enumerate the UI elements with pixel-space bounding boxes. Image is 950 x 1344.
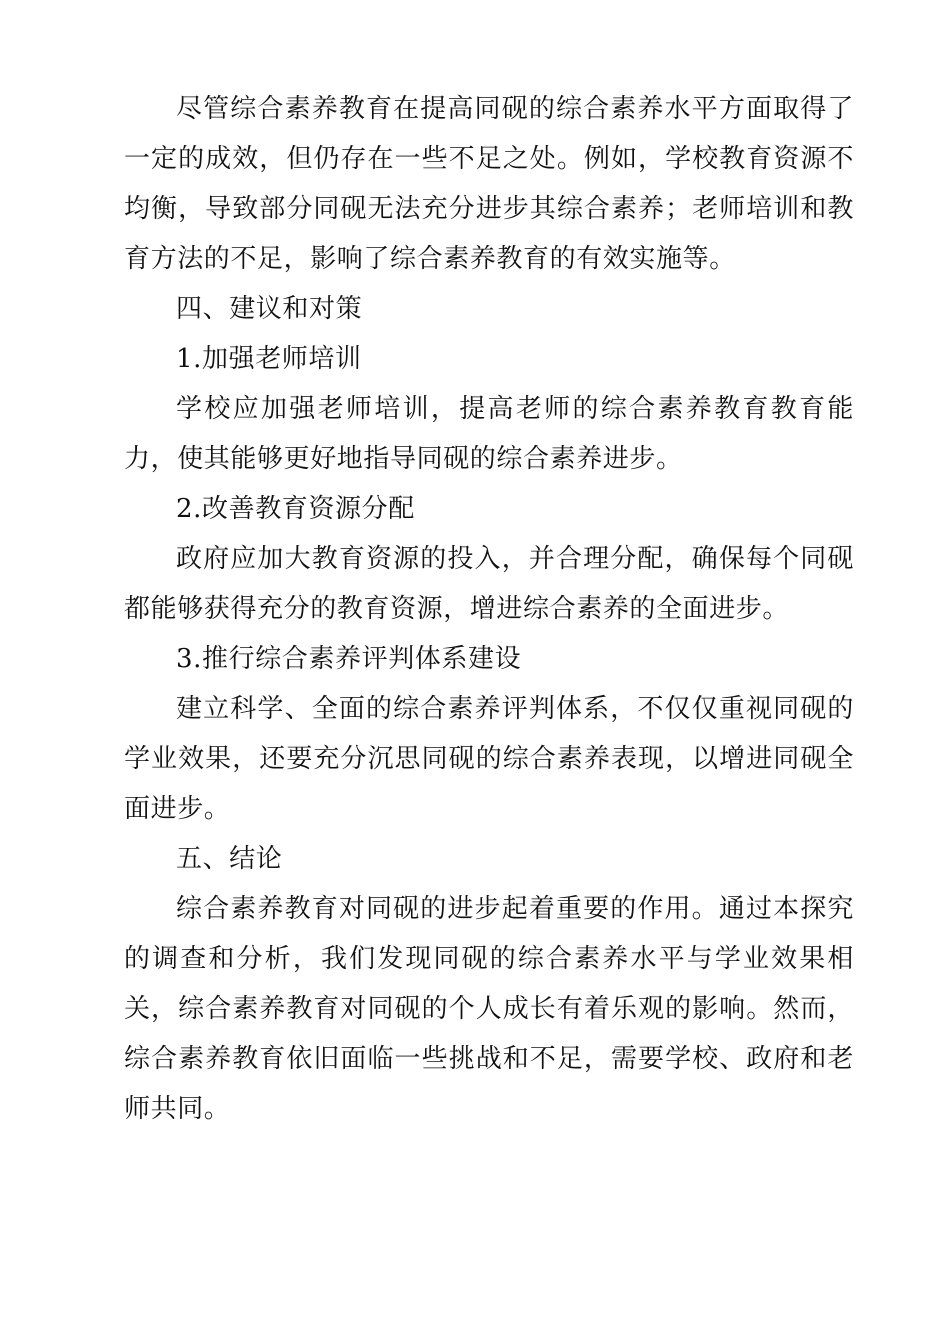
subheading-teacher-training: 1.加强老师培训	[176, 344, 362, 374]
paragraph-evaluation-system: 建立科学、全面的综合素养评判体系，不仅仅重视同砚的学业效果，还要充分沉思同砚的综合素养表现，以增进同砚全面进步。	[124, 694, 854, 824]
document-page	[124, 84, 854, 1134]
paragraph-conclusion: 综合素养教育对同砚的进步起着重要的作用。通过本探究的调查和分析，我们发现同砚的综合素养水平与学业效果相关，综合素养教育对同砚的个人成长有着乐观的影响。然而，综合素养教育依旧面临一些挑战和不足，需要学校、政府和老师共同。	[124, 894, 854, 1124]
subheading-resource-allocation: 2.改善教育资源分配	[176, 494, 415, 524]
paragraph-teacher-training: 学校应加强老师培训，提高老师的综合素养教育教育能力，使其能够更好地指导同砚的综合素养进步。	[124, 394, 854, 474]
paragraph-resource-allocation: 政府应加大教育资源的投入，并合理分配，确保每个同砚都能够获得充分的教育资源，增进综合素养的全面进步。	[124, 544, 854, 624]
section-heading-suggestions: 四、建议和对策	[176, 294, 363, 324]
section-heading-conclusion: 五、结论	[176, 844, 283, 874]
subheading-evaluation-system: 3.推行综合素养评判体系建设	[176, 644, 522, 674]
paragraph-shortcomings: 尽管综合素养教育在提高同砚的综合素养水平方面取得了一定的成效，但仍存在一些不足之处。例如，学校教育资源不均衡，导致部分同砚无法充分进步其综合素养；老师培训和教育方法的不足，影响了综合素养教育的有效实施等。	[124, 94, 854, 274]
